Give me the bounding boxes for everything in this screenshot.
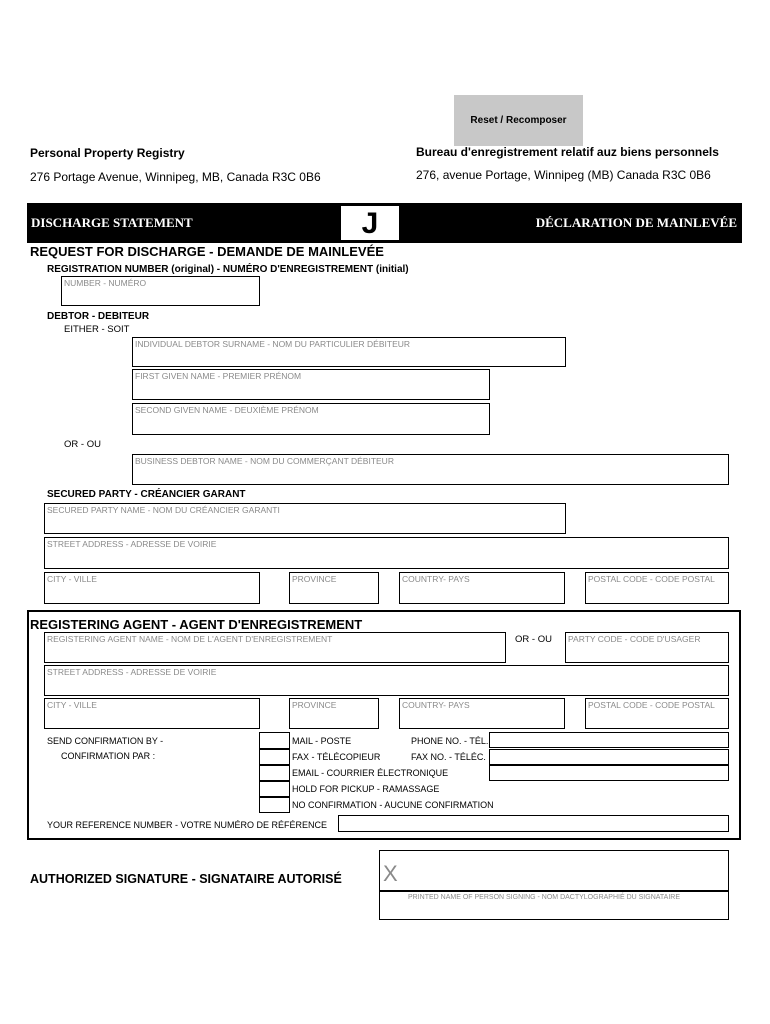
- no-confirmation-option-label: NO CONFIRMATION - AUCUNE CONFIRMATION: [292, 800, 494, 810]
- secured-party-city-placeholder: CITY - VILLE: [47, 574, 97, 584]
- banner-title-en: DISCHARGE STATEMENT: [31, 215, 193, 230]
- pickup-checkbox[interactable]: [259, 781, 290, 797]
- secured-party-name-field[interactable]: [44, 503, 566, 534]
- registration-number-field[interactable]: [61, 276, 260, 306]
- pickup-option-label: HOLD FOR PICKUP - RAMASSAGE: [292, 784, 440, 794]
- secured-party-heading: SECURED PARTY - CRÉANCIER GARANT: [47, 489, 246, 500]
- debtor-first-name-placeholder: FIRST GIVEN NAME - PREMIER PRÉNOM: [135, 371, 302, 381]
- party-code-field[interactable]: [565, 632, 729, 663]
- debtor-surname-placeholder: INDIVIDUAL DEBTOR SURNAME - NOM DU PARTICULIER DÉBITEUR: [135, 339, 411, 349]
- fax-number-field[interactable]: [489, 749, 729, 765]
- agent-name-placeholder: REGISTERING AGENT NAME - NOM DE L'AGENT D'ENREGISTREMENT: [47, 634, 333, 644]
- reset-button[interactable]: Reset / Recomposer: [454, 95, 583, 146]
- either-label: EITHER - SOIT: [64, 324, 130, 335]
- secured-party-country-placeholder: COUNTRY- PAYS: [402, 574, 470, 584]
- fax-checkbox[interactable]: [259, 749, 290, 765]
- business-debtor-field[interactable]: [132, 454, 729, 485]
- reference-number-label: YOUR REFERENCE NUMBER - VOTRE NUMÉRO DE RÉFÉRENCE: [47, 820, 328, 830]
- banner-title-fr: DÉCLARATION DE MAINLEVÉE: [535, 215, 737, 230]
- debtor-heading: DEBTOR - DEBITEUR: [47, 311, 150, 322]
- debtor-surname-field[interactable]: [132, 337, 566, 367]
- debtor-second-name-placeholder: SECOND GIVEN NAME - DEUXIÈME PRÉNOM: [135, 405, 319, 415]
- registering-agent-heading: REGISTERING AGENT - AGENT D'ENREGISTREMENT: [30, 617, 363, 632]
- registration-number-label: REGISTRATION NUMBER (original) - NUMÉRO D'ENREGISTREMENT (initial): [47, 264, 409, 275]
- phone-field[interactable]: [489, 732, 729, 748]
- secured-party-province-placeholder: PROVINCE: [292, 574, 337, 584]
- agent-street-placeholder: STREET ADDRESS - ADRESSE DE VOIRIE: [47, 667, 217, 677]
- registry-address-fr: 276, avenue Portage, Winnipeg (MB) Canada R3C 0B6: [416, 168, 711, 182]
- printed-name-placeholder: PRINTED NAME OF PERSON SIGNING - NOM DACTYLOGRAPHIÉ DU SIGNATAIRE: [408, 894, 680, 901]
- agent-postal-placeholder: POSTAL CODE - CODE POSTAL: [588, 700, 715, 710]
- signature-label: AUTHORIZED SIGNATURE - SIGNATAIRE AUTORISÉ: [30, 872, 342, 886]
- agent-postal-field[interactable]: [585, 698, 729, 729]
- form-letter: J: [340, 205, 400, 241]
- mail-option-label: MAIL - POSTE: [292, 736, 352, 746]
- agent-name-field[interactable]: [44, 632, 506, 663]
- agent-country-field[interactable]: [399, 698, 565, 729]
- debtor-first-name-field[interactable]: [132, 369, 490, 400]
- signature-field[interactable]: [379, 850, 729, 891]
- signature-x-mark: X: [383, 861, 398, 886]
- agent-city-placeholder: CITY - VILLE: [47, 700, 97, 710]
- email-option-label: EMAIL - COURRIER ÉLECTRONIQUE: [292, 768, 449, 778]
- party-code-placeholder: PARTY CODE - CODE D'USAGER: [568, 634, 701, 644]
- fax-number-label: FAX NO. - TÉLÉC.: [411, 752, 486, 762]
- agent-country-placeholder: COUNTRY- PAYS: [402, 700, 470, 710]
- secured-party-postal-placeholder: POSTAL CODE - CODE POSTAL: [588, 574, 715, 584]
- secured-party-street-placeholder: STREET ADDRESS - ADRESSE DE VOIRIE: [47, 539, 217, 549]
- agent-province-placeholder: PROVINCE: [292, 700, 337, 710]
- registry-title-en: Personal Property Registry: [30, 146, 185, 160]
- mail-checkbox[interactable]: [259, 732, 290, 749]
- no-confirmation-checkbox[interactable]: [259, 797, 290, 813]
- send-confirmation-label-en: SEND CONFIRMATION BY -: [47, 736, 164, 746]
- registration-number-placeholder: NUMBER - NUMÉRO: [64, 278, 147, 288]
- request-heading: REQUEST FOR DISCHARGE - DEMANDE DE MAINLEVÉE: [30, 244, 384, 259]
- secured-party-city-field[interactable]: [44, 572, 260, 604]
- secured-party-street-field[interactable]: [44, 537, 729, 569]
- printed-name-field[interactable]: [379, 891, 729, 920]
- email-field[interactable]: [489, 765, 729, 781]
- secured-party-postal-field[interactable]: [585, 572, 729, 604]
- secured-party-name-placeholder: SECURED PARTY NAME - NOM DU CRÉANCIER GARANTI: [47, 505, 280, 515]
- phone-label: PHONE NO. - TÉL.: [411, 736, 489, 746]
- agent-city-field[interactable]: [44, 698, 260, 729]
- secured-party-province-field[interactable]: [289, 572, 379, 604]
- registry-title-fr: Bureau d'enregistrement relatif auz biens personnels: [416, 145, 719, 159]
- registry-address-en: 276 Portage Avenue, Winnipeg, MB, Canada R3C 0B6: [30, 170, 321, 184]
- agent-street-field[interactable]: [44, 665, 729, 696]
- secured-party-country-field[interactable]: [399, 572, 565, 604]
- fax-option-label: FAX - TÉLÉCOPIEUR: [292, 752, 381, 762]
- agent-or-label: OR - OU: [515, 634, 552, 645]
- business-debtor-placeholder: BUSINESS DEBTOR NAME - NOM DU COMMERÇANT DÉBITEUR: [135, 456, 394, 466]
- reference-number-field[interactable]: [338, 815, 729, 832]
- email-checkbox[interactable]: [259, 765, 290, 781]
- agent-province-field[interactable]: [289, 698, 379, 729]
- debtor-second-name-field[interactable]: [132, 403, 490, 435]
- send-confirmation-label-fr: CONFIRMATION PAR :: [61, 751, 156, 761]
- or-label: OR - OU: [64, 439, 101, 450]
